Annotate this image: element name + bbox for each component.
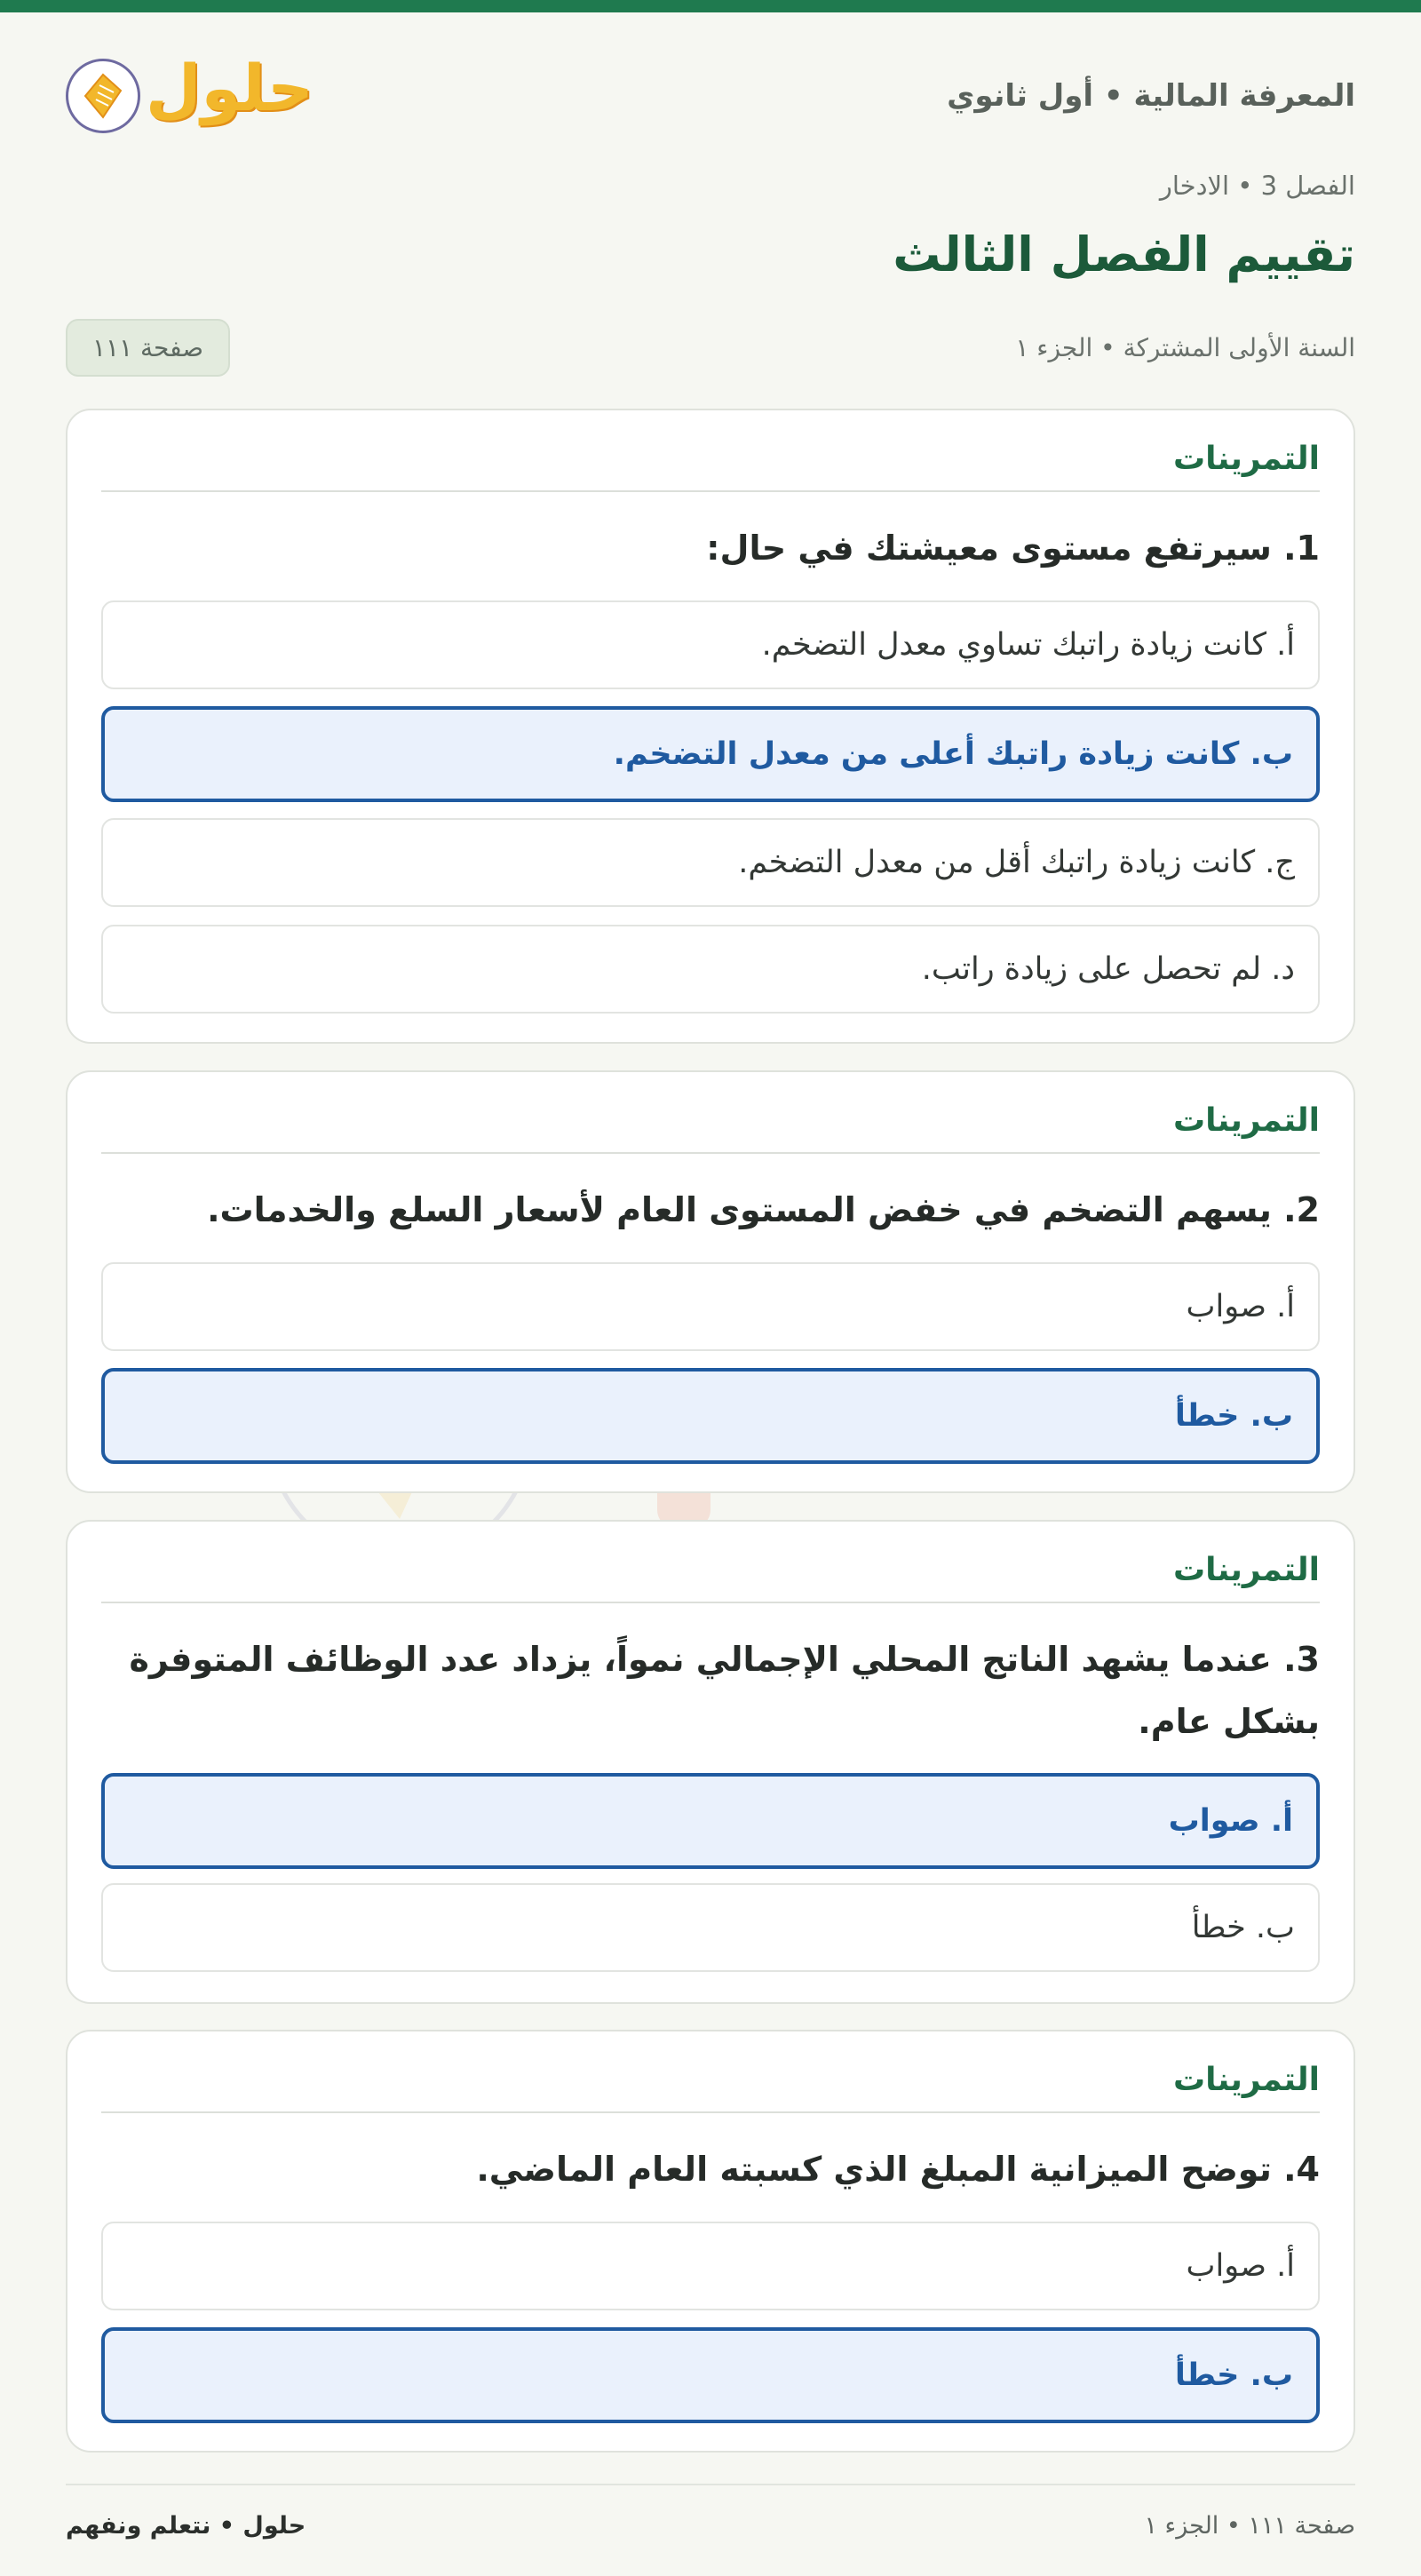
- book-title: المعرفة المالية • أول ثانوي: [947, 77, 1355, 114]
- answer-option-b-selected[interactable]: ب. خطأ: [101, 1368, 1320, 1464]
- answer-option-d[interactable]: د. لم تحصل على زيادة راتب.: [101, 925, 1320, 1014]
- logo-wordmark: حلول: [146, 50, 314, 125]
- meta-row: [66, 318, 1355, 377]
- answer-option-c[interactable]: ج. كانت زيادة راتبك أقل من معدل التضخم.: [101, 818, 1320, 907]
- card-heading: التمرينات: [101, 1102, 1320, 1154]
- answer-option-a[interactable]: أ. كانت زيادة راتبك تساوي معدل التضخم.: [101, 600, 1320, 689]
- top-accent-bar: [0, 0, 1421, 12]
- brand-logo[interactable]: [66, 50, 314, 133]
- question-text: 2. يسهم التضخم في خفض المستوى العام لأسعار السلع والخدمات.: [207, 1190, 1320, 1229]
- page-number-badge: صفحة ١١١: [66, 319, 230, 377]
- grade-part-label: السنة الأولى المشتركة • الجزء ١: [1015, 332, 1355, 362]
- question-text: 1. سيرتفع مستوى معيشتك في حال:: [706, 529, 1320, 568]
- answer-option-a[interactable]: أ. صواب: [101, 1262, 1320, 1351]
- footer-divider: [66, 2484, 1355, 2485]
- exercise-card-1: [66, 409, 1355, 1044]
- exercise-card-3: [66, 1520, 1355, 2004]
- card-heading: التمرينات: [101, 1552, 1320, 1603]
- answer-option-b[interactable]: ب. خطأ: [101, 1883, 1320, 1972]
- card-heading: التمرينات: [101, 441, 1320, 492]
- answer-option-a-selected[interactable]: أ. صواب: [101, 1773, 1320, 1869]
- chapter-label: الفصل 3 • الادخار: [1159, 171, 1355, 201]
- question-text: 3. عندما يشهد الناتج المحلي الإجمالي نمواً، يزداد عدد الوظائف المتوفرة بشكل عام.: [129, 1640, 1320, 1741]
- answer-option-a[interactable]: أ. صواب: [101, 2222, 1320, 2310]
- page-title: تقييم الفصل الثالث: [893, 227, 1355, 282]
- exercise-card-2: [66, 1070, 1355, 1493]
- question-text: 4. توضح الميزانية المبلغ الذي كسبته العام الماضي.: [476, 2150, 1320, 2189]
- answer-option-b-selected[interactable]: ب. كانت زيادة راتبك أعلى من معدل التضخم.: [101, 706, 1320, 802]
- page-header: [66, 49, 1355, 142]
- exercise-card-4: [66, 2030, 1355, 2453]
- card-heading: التمرينات: [101, 2062, 1320, 2113]
- footer-page-ref: صفحة ١١١ • الجزء ١: [1144, 2511, 1355, 2540]
- footer-brand-tagline: حلول • نتعلم ونفهم: [66, 2511, 306, 2540]
- answer-option-b-selected[interactable]: ب. خطأ: [101, 2327, 1320, 2423]
- page-footer: [66, 2505, 1355, 2546]
- book-icon: [66, 59, 140, 133]
